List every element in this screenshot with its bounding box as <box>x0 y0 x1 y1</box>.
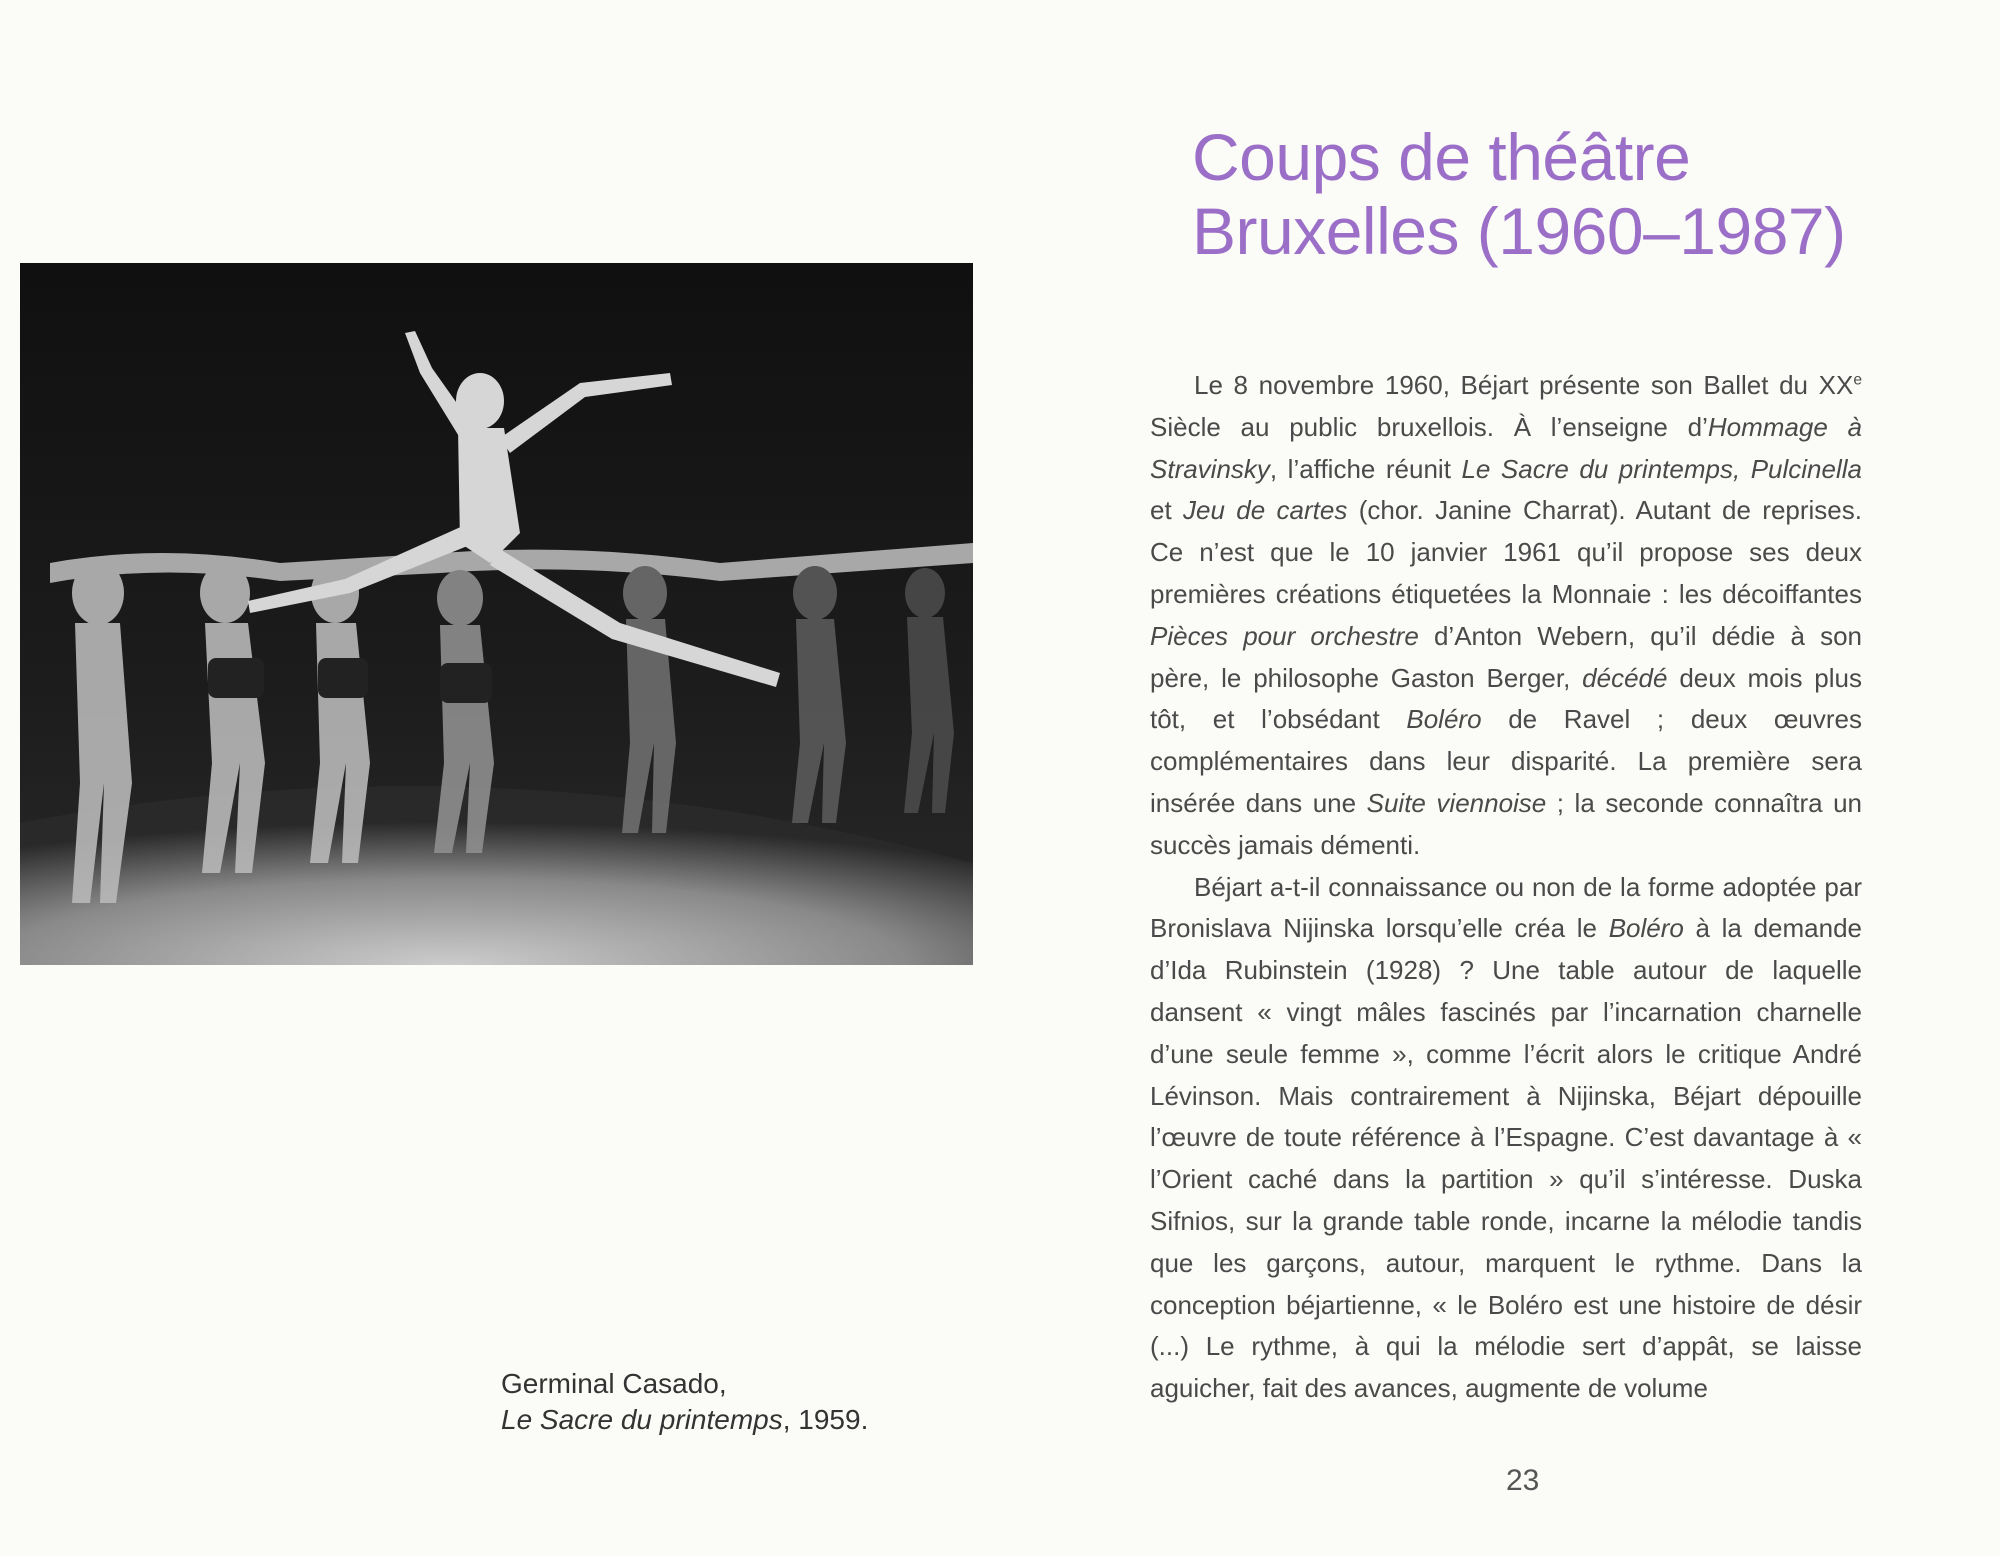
italic-run: Pièces pour orchestre <box>1150 620 1419 651</box>
text-run: (chor. Janine Charrat). Autant de reprises. Ce n’est que le 10 janvier 1961 qu’il propose ses deux premières créations étiquetées la Monnaie : les décoiffantes <box>1150 495 1862 609</box>
caption-work-title: Le Sacre du printemps <box>501 1404 783 1435</box>
ballet-photo-illustration <box>20 263 973 965</box>
text-run: , l’affiche réunit <box>1269 453 1462 484</box>
chapter-title <box>1192 120 1846 268</box>
text-run: et <box>1150 495 1184 526</box>
text-run: ; la seconde connaîtra un succès jamais démenti. <box>1150 787 1863 860</box>
italic-run: Boléro <box>1406 704 1482 735</box>
italic-run: décédé <box>1582 662 1668 693</box>
superscript-run: e <box>1853 371 1862 389</box>
body-text <box>1150 365 1862 1410</box>
italic-run: Jeu de cartes <box>1183 495 1348 526</box>
italic-run: Suite viennoise <box>1366 787 1547 818</box>
chapter-title-line-1: Coups de théâtre <box>1192 120 1691 194</box>
photo-caption <box>501 1366 868 1438</box>
page-number: 23 <box>1506 1464 1540 1497</box>
italic-run: Hommage à Stravinsky <box>1150 411 1862 484</box>
text-run: Siècle au public bruxellois. À l’enseigne d’ <box>1150 411 1708 442</box>
text-run: de Ravel ; deux œuvres complémentaires dans leur disparité. La première sera insérée dans une <box>1150 704 1862 818</box>
chapter-title-line-2: Bruxelles (1960–1987) <box>1192 194 1846 268</box>
italic-run: Le Sacre du printemps, Pulcinella <box>1461 453 1862 484</box>
paragraph-2 <box>1150 867 1862 1410</box>
text-run: Le 8 novembre 1960, Béjart présente son Ballet du XX <box>1194 370 1854 400</box>
ballet-photo <box>20 263 973 965</box>
text-run: d’Anton Webern, qu’il dédie à son père, le philosophe Gaston Berger, <box>1150 620 1863 693</box>
text-run: Béjart a-t-il connaissance ou non de la forme adoptée par Bronislava Nijinska lorsqu’elle créa le <box>1150 871 1862 944</box>
text-run: deux mois plus tôt, et l’obsédant <box>1150 662 1862 735</box>
caption-line-2 <box>501 1402 868 1438</box>
caption-line-1: Germinal Casado, <box>501 1368 727 1399</box>
text-run: à la demande d’Ida Rubinstein (1928) ? Une table autour de laquelle dansent « vingt mâles fascinés par l’incarnation charnelle d’une seule femme », comme l’écrit alors le critique André Lévinson. Mais contrairement à Nijinska, Béjart dépouille l’œuvre de toute référence à l’Espagne. C’est davantage à « l’Orient caché dans la partition » qu’il s’intéresse. Duska Sifnios, sur la grande table ronde, incarne la mélodie tandis que les garçons, autour, marquent le rythme. Dans la conception béjartienne, « le Boléro est une histoire de désir (...) Le rythme, à qui la mélodie sert d’appât, se laisse aguicher, fait des avances, augmente de volume <box>1150 913 1862 1404</box>
italic-run: Boléro <box>1608 913 1684 944</box>
caption-year: , 1959. <box>782 1404 869 1435</box>
paragraph-1 <box>1150 365 1862 867</box>
